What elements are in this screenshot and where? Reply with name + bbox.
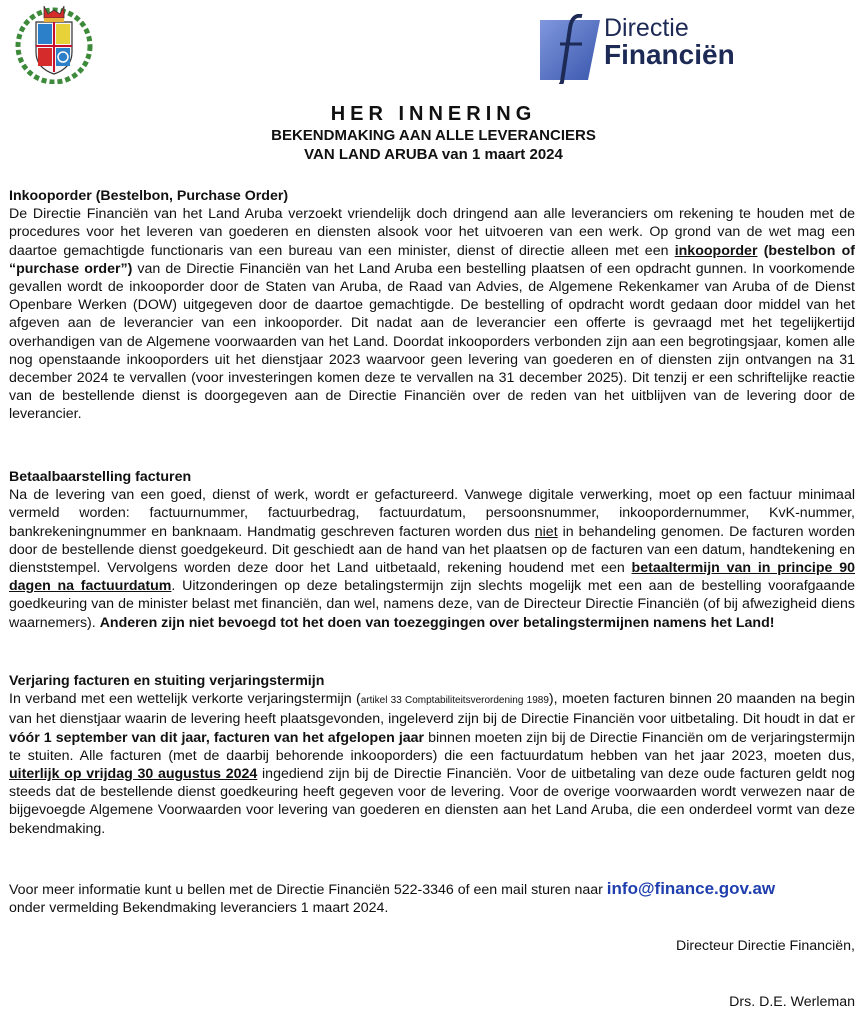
text-emphasis: niet: [534, 523, 558, 540]
email-link[interactable]: info@finance.gov.aw: [606, 879, 776, 898]
text-span: Na de levering van een goed, dienst of werk, wordt er gefactureerd. Vanwege digitale verwerking, moet op een factuur minimaal vermeld worden: factuurnummer, factuurbedrag, factuurdatum, persoonsnummer, inkoopordernummer, KvK-nummer, bankrekeningnummer en banknaam. Handmatig geschreven facturen worden dus: [9, 487, 855, 540]
text-span: ), moeten facturen binnen 20 maanden na begin van het dienstjaar waarin de levering heeft plaatsgevonden, ingeleverd zijn bij de Directie Financiën voor uitbetaling. Dit houdt in dat er: [9, 691, 855, 728]
text-emphasis: (bestelbon of “purchase order”): [9, 242, 856, 277]
text-emphasis: Anderen zijn niet bevoegd tot het doen van toezeggingen over betalingstermijnen namens het Land!: [99, 614, 775, 631]
section-paragraph: [9, 690, 855, 838]
text-emphasis: uiterlijk op vrijdag 30 augustus 2024: [9, 766, 258, 783]
text-emphasis: betaaltermijn van in principe 90 dagen na factuurdatum: [9, 560, 855, 595]
text-span: binnen moeten zijn bij de Directie Financiën om de verjaringstermijn te stuiten. Alle facturen (met de daarbij behorende inkooporders) die een factuurdatum hebben van het jaar 2023, moeten dus,: [9, 729, 855, 764]
section-paragraph: [9, 486, 855, 632]
text-span: ingediend zijn bij de Directie Financiën. Voor de uitbetaling van deze oude facturen geldt nog steeds dat de bestellende dienst goedkeuring heeft gegeven voor de levering. Voor de overige voorwaarden wordt verwezen naar de bijgevoegde Algemene Voorwaarden voor levering van goederen en diensten aan het Land Aruba, die een onderdeel vormt van deze bekendmaking.: [9, 766, 855, 837]
text-span: onder vermelding Bekendmaking leveranciers 1 maart 2024.: [9, 900, 389, 917]
text-span: In verband met een wettelijk verkorte verjaringstermijn (: [9, 691, 361, 708]
text-emphasis: inkooporder: [674, 242, 758, 259]
notice-subtitle-1: BEKENDMAKING AAN ALLE LEVERANCIERS: [271, 127, 596, 144]
text-emphasis: vóór 1 september van dit jaar, facturen van het afgelopen jaar: [9, 729, 425, 746]
text-small: artikel 33 Comptabiliteitsverordening 1989: [360, 695, 549, 707]
section-title: Verjaring facturen en stuiting verjaringstermijn: [9, 673, 325, 689]
notice-title: HER INNERING: [330, 103, 537, 125]
notice-subtitle-2: VAN LAND ARUBA van 1 maart 2024: [304, 146, 563, 163]
text-span: . Uitzonderingen op deze betalingstermijn zijn slechts mogelijk met een aan de bestelling voorafgaande goedkeuring van de minister belast met financiën, dan wel, namens deze, van de Directeur Directie Financiën (of bij afwezigheid diens waarnemers).: [9, 578, 855, 631]
section-title: Inkooporder (Bestelbon, Purchase Order): [9, 188, 289, 204]
section-invoice-limitation: [9, 672, 855, 838]
signature-name: Drs. D.E. Werleman: [729, 994, 855, 1010]
aruba-coat-of-arms: [14, 2, 94, 84]
contact-paragraph: [9, 880, 855, 917]
text-span: De Directie Financiën van het Land Aruba verzoekt vriendelijk doch dringend aan alle leveranciers om rekening te houden met de procedures voor het leveren van goederen en diensten alsook voor het uitvoeren van een werk. Op grond van de wet mag een daartoe gemachtigde functionaris van een bureau van een minister, dienst of directie alleen met een: [9, 206, 855, 259]
section-title: Betaalbaarstelling facturen: [9, 469, 192, 485]
section-purchase-order: [9, 187, 855, 424]
contact-info: [9, 880, 855, 917]
text-span: Voor meer informatie kunt u bellen met de Directie Financiën 522-3346 of een mail sturen naar: [9, 882, 603, 898]
logo-line-1: Directie: [604, 14, 689, 42]
logo-line-2: Financiën: [604, 39, 735, 70]
section-invoice-payment: [9, 468, 855, 632]
signature-role: Directeur Directie Financiën,: [676, 938, 855, 954]
section-paragraph: [9, 205, 855, 423]
text-span: van de Directie Financiën van het Land Aruba een bestelling plaatsen of een opdracht gunnen. In voorkomende gevallen wordt de inkooporder door de Staten van Aruba, de Raad van Advies, de Algemene Rekenkamer van Aruba of de Dienst Openbare Werken (DOW) uitgegeven door de daartoe gemachtigde. De bestelling of opdracht wordt gedaan door middel van het afgeven aan de leverancier van een inkooporder. Dit nadat aan de leverancier een offerte is gevraagd met het tegelijkertijd overhandigen van de Algemene voorwaarden van het Land. Doordat inkooporders verbonden zijn aan een begrotingsjaar, komen alle nog openstaande inkooporders uit het dienstjaar 2023 waarvoor geen levering van goederen en of diensten zijn ontvangen na 31 december 2024 te vervallen (voor investeringen komen deze te vervallen na 31 december 2025). Dit tenzij er een schriftelijke reactie van de bestellende dienst is doorgegeven aan de Directie Financiën over de reden van het uitblijven van de levering door de leverancier.: [9, 260, 855, 423]
text-span: in behandeling genomen. De facturen worden door de bestellende dienst goedgekeurd. Dit geschiedt aan de hand van het plaatsen op de facturen van een datum, handtekening en dienststempel. Vervolgens worden deze door het Land uitbetaald, rekening houdend met een: [9, 523, 855, 577]
